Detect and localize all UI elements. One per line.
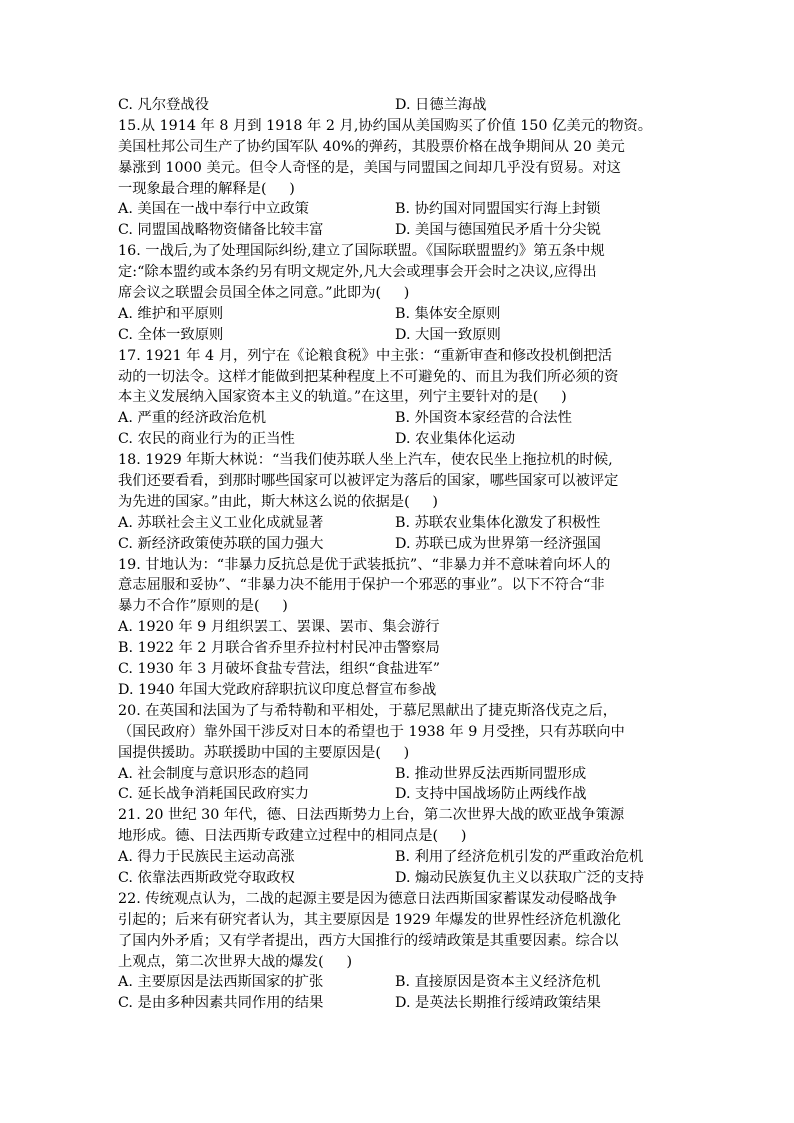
stem-line: 席会议之联盟会员国全体之同意。”此即为( )	[118, 285, 410, 302]
stem-line: 15.从 1914 年 8 月到 1918 年 2 月,协约国从美国购买了价值 150 亿美元的物资。	[118, 117, 653, 134]
question-stem	[118, 889, 678, 973]
stem-line: 21. 20 世纪 30 年代，德、日法西斯势力上台，第二次世界大战的欧亚战争策源	[118, 807, 625, 824]
option-c: C. 依靠法西斯政党夺取政权	[118, 869, 295, 886]
option-b: B. 外国资本家经营的合法性	[395, 410, 572, 427]
option-d: D. 日德兰海战	[395, 97, 487, 113]
option-a: A. 严重的经济政治危机	[118, 410, 267, 427]
stem-line: 暴力不合作”原则的是( )	[118, 598, 288, 615]
option-b: B. 推动世界反法西斯同盟形成	[395, 765, 587, 782]
option-a: A. 美国在一战中奉行中立政策	[118, 201, 309, 218]
option-b: B. 直接原因是资本主义经济危机	[395, 974, 601, 991]
options-row-ab	[118, 199, 678, 220]
stem-line: 20. 在英国和法国为了与希特勒和平相处，于慕尼黑献出了捷克斯洛伐克之后，	[118, 702, 618, 719]
option-a: A. 社会制度与意识形态的趋同	[118, 765, 309, 782]
question-stem	[118, 241, 678, 304]
option-b: B. 集体安全原则	[395, 305, 501, 322]
stem-line: 一现象最合理的解释是( )	[118, 180, 295, 197]
option-c: C. 新经济政策使苏联的国力强大	[118, 535, 324, 552]
option-b: B. 苏联农业集体化激发了积极性	[395, 514, 601, 531]
prev-question-options-cd	[118, 95, 678, 116]
option-a: A. 得力于民族民主运动高涨	[118, 849, 295, 866]
option-c: C. 同盟国战略物资储备比较丰富	[118, 222, 324, 239]
options-row-cd	[118, 784, 678, 805]
stem-line: 为先进的国家。”由此，斯大林这么说的依据是( )	[118, 493, 438, 510]
stem-line: 19. 甘地认为：“非暴力反抗总是优于武装抵抗”、“非暴力并不意味着向坏人的	[118, 556, 611, 573]
options-row-ab	[118, 513, 678, 534]
option-d: D. 支持中国战场防止两线作战	[395, 786, 587, 803]
stem-line: 意志屈服和妥协”、“非暴力决不能用于保护一个邪恶的事业”。以下不符合“非	[118, 577, 605, 594]
option-d: D. 1940 年国大党政府辞职抗议印度总督宣布参战	[118, 681, 437, 698]
question-19	[118, 555, 678, 701]
options-row-ab	[118, 847, 678, 868]
option-d: D. 煽动民族复仇主义以获取广泛的支持	[395, 869, 644, 886]
question-stem	[118, 346, 678, 409]
options-row-cd	[118, 534, 678, 555]
option-a: A. 主要原因是法西斯国家的扩张	[118, 974, 324, 991]
question-20	[118, 701, 678, 805]
option-d: D. 苏联已成为世界第一经济强国	[395, 535, 601, 552]
option-a: A. 苏联社会主义工业化成就显著	[118, 514, 324, 531]
option-d: D. 美国与德国殖民矛盾十分尖锐	[395, 222, 601, 239]
option-d: D. 农业集体化运动	[395, 431, 516, 448]
stem-line: 引起的；后来有研究者认为，其主要原因是 1929 年爆发的世界性经济危机激化	[118, 911, 621, 928]
exam-page	[118, 95, 678, 1014]
question-stem	[118, 555, 678, 618]
stem-line: 本主义发展纳入国家资本主义的轨道。”在这里，列宁主要针对的是( )	[118, 389, 567, 406]
stem-line: 我们还要看看，到那时哪些国家可以被评定为落后的国家，哪些国家可以被评定	[118, 473, 619, 490]
option-b: B. 协约国对同盟国实行海上封锁	[395, 201, 601, 218]
question-15	[118, 116, 678, 241]
options-row-ab	[118, 764, 678, 785]
stem-line: 定:“除本盟约或本条约另有明文规定外,凡大会或理事会开会时之决议,应得出	[118, 264, 597, 281]
options-row-ab	[118, 304, 678, 325]
stem-line: 了国内外矛盾；又有学者提出，西方大国推行的绥靖政策是其重要因素。综合以	[118, 932, 619, 949]
option-c: C. 1930 年 3 月破坏食盐专营法，组织“食盐进军”	[118, 661, 440, 678]
question-stem	[118, 805, 678, 847]
stem-line: 16. 一战后,为了处理国际纠纷,建立了国际联盟。《国际联盟盟约》第五条中规	[118, 243, 605, 260]
question-stem	[118, 701, 678, 764]
stem-line: 18. 1929 年斯大林说：“当我们使苏联人坐上汽车，使农民坐上拖拉机的时候,	[118, 452, 613, 469]
question-stem	[118, 116, 678, 200]
options-row-cd	[118, 993, 678, 1014]
option-d: D. 是英法长期推行绥靖政策结果	[395, 995, 601, 1012]
stem-line: 上观点，第二次世界大战的爆发( )	[118, 953, 353, 970]
question-16	[118, 241, 678, 345]
option-a: A. 维护和平原则	[118, 305, 224, 322]
options-row-cd	[118, 868, 678, 889]
stem-line: 动的一切法令。这样才能做到把某种程度上不可避免的、而且为我们所必须的资	[118, 368, 619, 385]
stem-line: （国民政府）靠外国干涉反对日本的希望也于 1938 年 9 月受挫，只有苏联向中	[118, 723, 625, 740]
options-row-ab	[118, 972, 678, 993]
stem-line: 暴涨到 1000 美元。但令人奇怪的是，美国与同盟国之间却几乎没有贸易。对这	[118, 159, 621, 176]
option-c: C. 农民的商业行为的正当性	[118, 431, 295, 448]
stem-line: 地形成。德、日法西斯专政建立过程中的相同点是( )	[118, 828, 467, 845]
options-row-ab	[118, 408, 678, 429]
options-row-cd	[118, 429, 678, 450]
question-18	[118, 450, 678, 554]
option-c: C. 是由多种因素共同作用的结果	[118, 995, 324, 1012]
options-row-cd	[118, 325, 678, 346]
stem-line: 国提供援助。苏联援助中国的主要原因是( )	[118, 744, 410, 761]
options-row-cd	[118, 220, 678, 241]
option-a: A. 1920 年 9 月组织罢工、罢课、罢市、集会游行	[118, 619, 440, 636]
question-stem	[118, 450, 678, 513]
question-17	[118, 346, 678, 450]
option-b: B. 利用了经济危机引发的严重政治危机	[395, 849, 644, 866]
option-d: D. 大国一致原则	[395, 326, 501, 343]
option-c: C. 凡尔登战役	[118, 97, 210, 113]
option-c: C. 延长战争消耗国民政府实力	[118, 786, 310, 803]
question-21	[118, 805, 678, 889]
option-c: C. 全体一致原则	[118, 326, 224, 343]
stem-line: 17. 1921 年 4 月，列宁在《论粮食税》中主张：“重新审查和修改投机倒把活	[118, 347, 613, 364]
option-b: B. 1922 年 2 月联合省乔里乔拉村村民冲击警察局	[118, 640, 440, 657]
stem-line: 22. 传统观点认为，二战的起源主要是因为德意日法西斯国家蓄谋发动侵略战争	[118, 890, 618, 907]
question-22	[118, 889, 678, 1014]
stem-line: 美国杜邦公司生产了协约国军队 40%的弹药，其股票价格在战争期间从 20 美元	[118, 138, 625, 155]
